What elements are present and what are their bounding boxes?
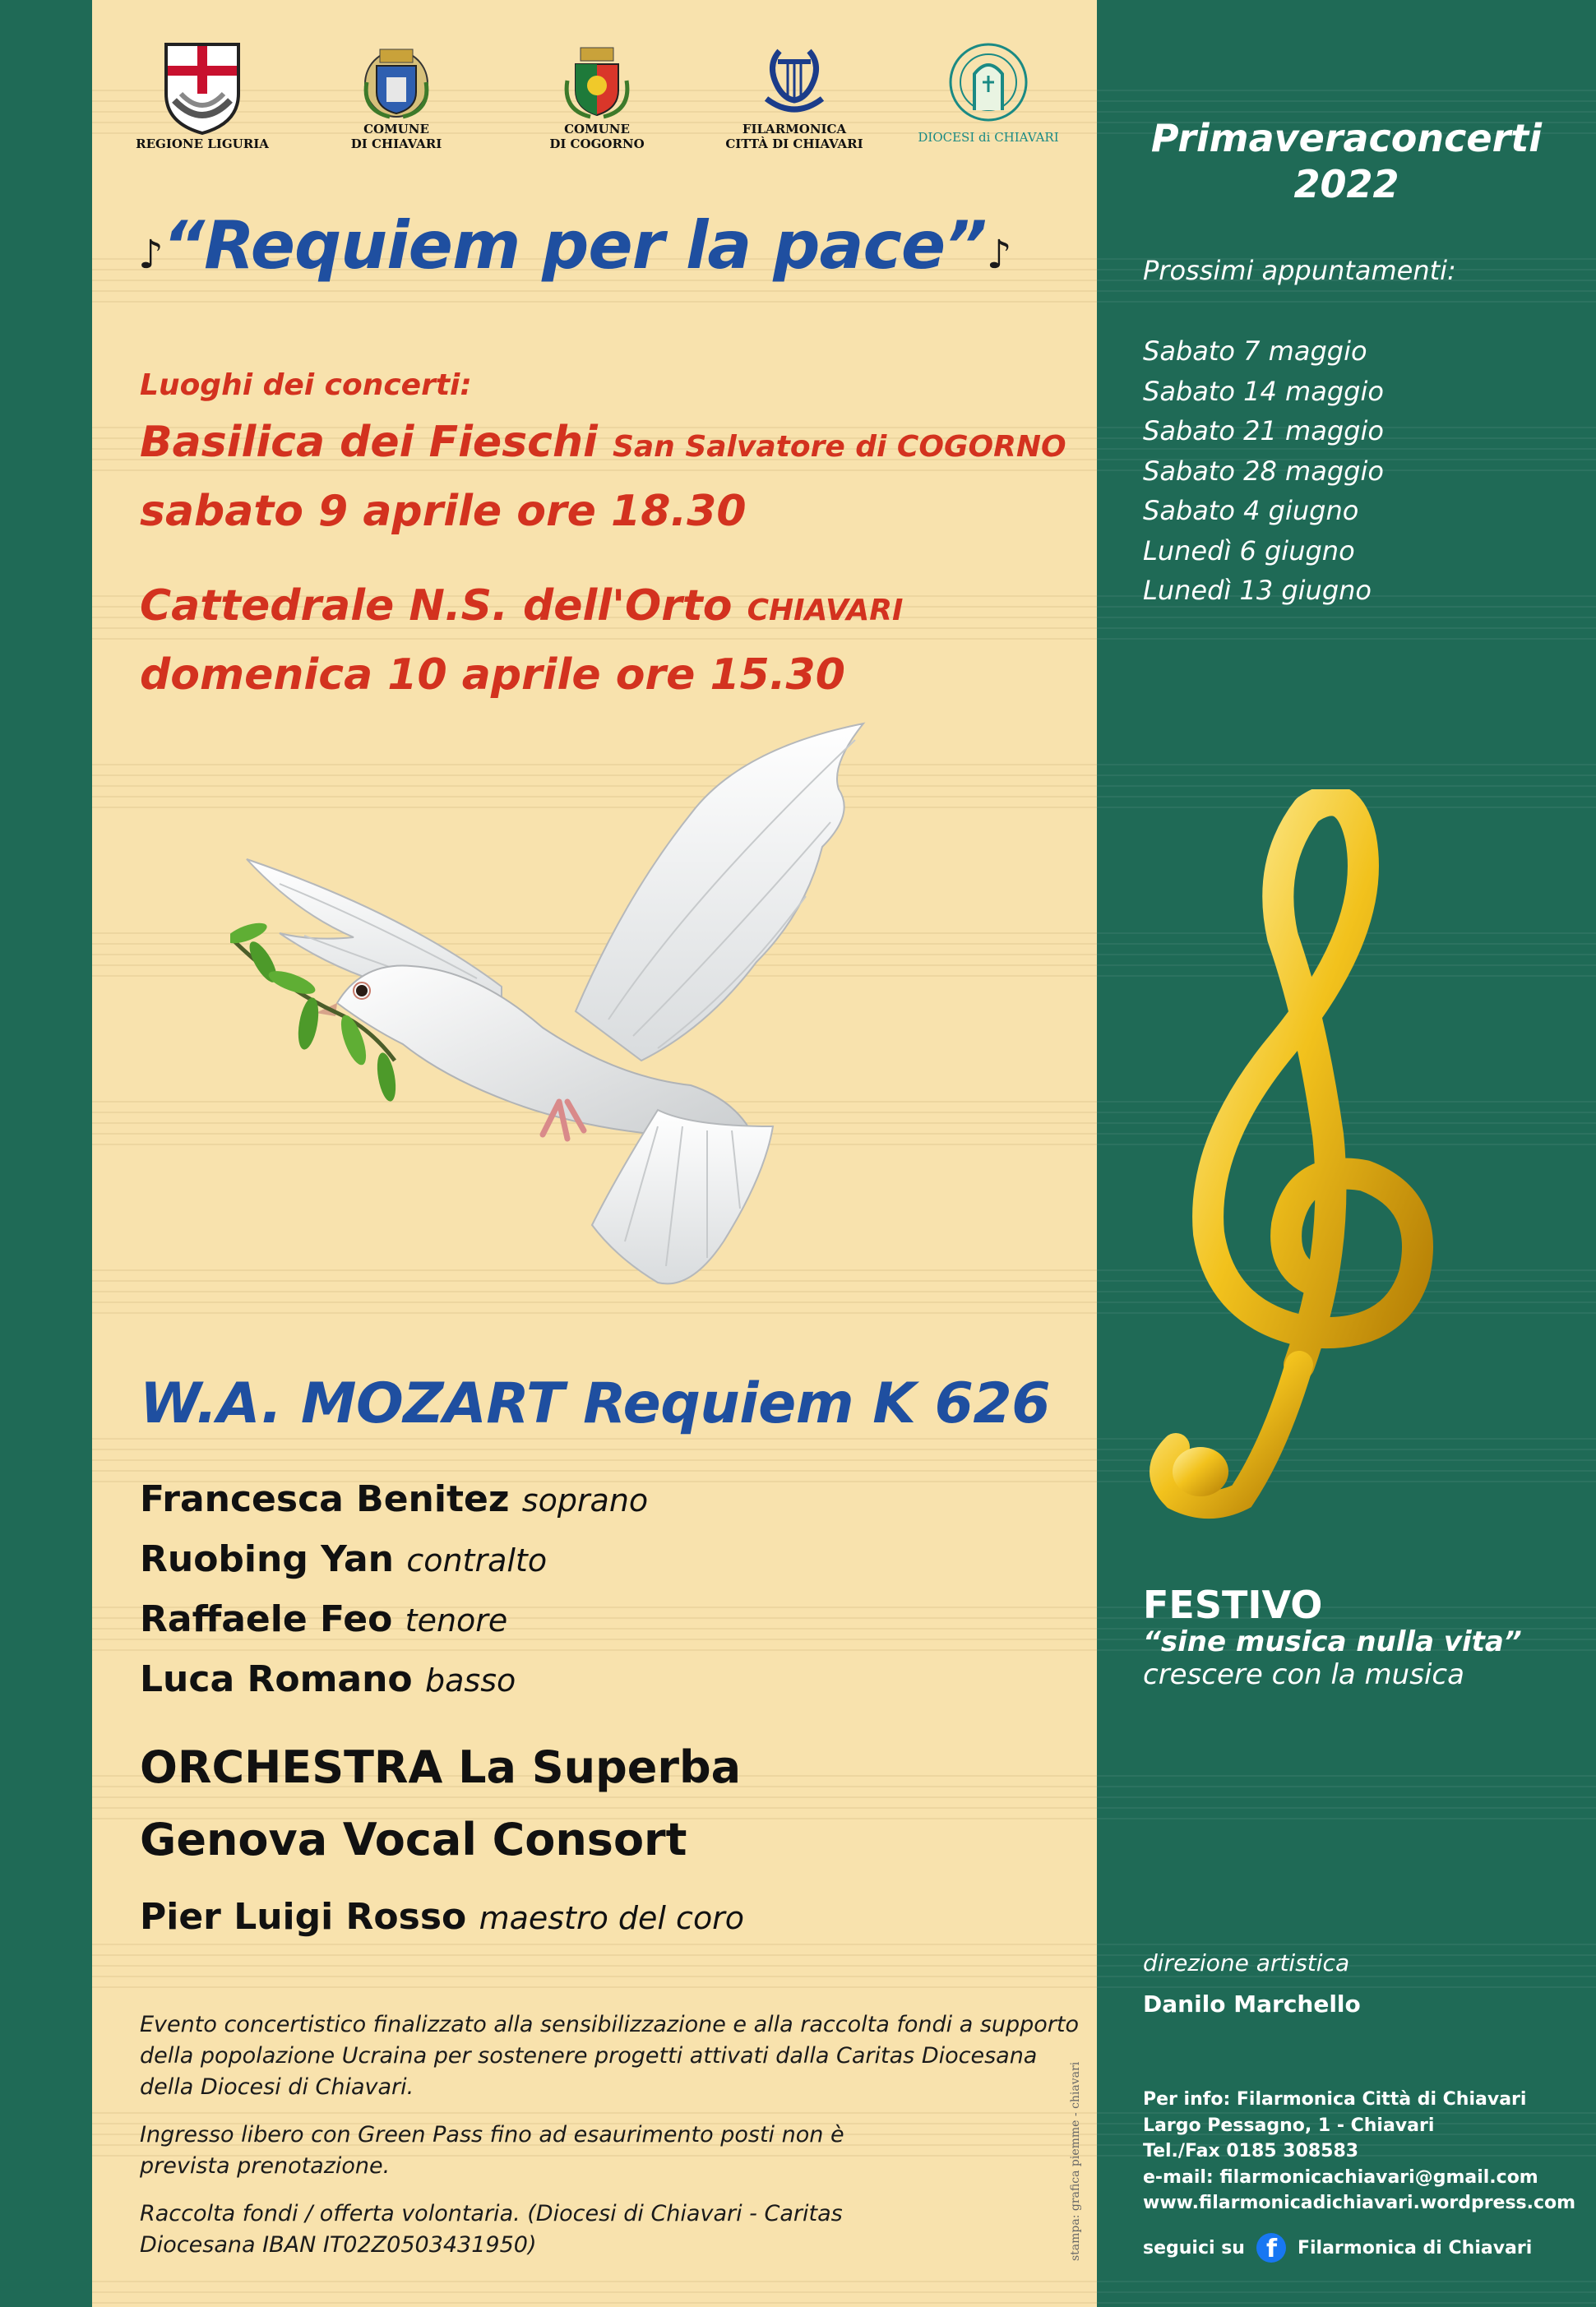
- venue-2: [140, 581, 903, 631]
- chorus-master: [140, 1896, 744, 1938]
- event-description: Evento concertistico finalizzato alla sensibilizzazione e alla raccolta fondi a supporto della popolazione Ucraina per sostenere progetti attivati dalla Caritas Diocesana della Diocesi di Chiavari.: [140, 2012, 1080, 2100]
- soloist-role: basso: [424, 1662, 516, 1699]
- treble-clef-icon: [1143, 789, 1538, 1529]
- venue-2-datetime: domenica 10 aprile ore 15.30: [140, 650, 845, 700]
- soloist-role: contralto: [406, 1542, 548, 1579]
- peace-dove-image: [230, 715, 970, 1324]
- print-credit: stampa: grafica piemme - chiavari: [1069, 2061, 1082, 2261]
- direction-label: direzione artistica: [1143, 1949, 1350, 1976]
- chorus-master-name: Pier Luigi Rosso: [140, 1896, 467, 1938]
- info-line: Per info: Filarmonica Città di Chiavari: [1143, 2089, 1527, 2110]
- sponsor-logos: [92, 41, 1097, 164]
- chorus-master-role: maestro del coro: [479, 1900, 745, 1936]
- series-year: 2022: [1293, 162, 1399, 206]
- logo-comune-chiavari: [322, 41, 470, 151]
- motto: “sine musica nulla vita”: [1143, 1625, 1522, 1658]
- logo-caption: FILARMONICA CITTÀ DI CHIAVARI: [725, 122, 863, 151]
- venue-place: San Salvatore di COGORNO: [612, 430, 1066, 464]
- list-item: Lunedì 13 giugno: [1143, 575, 1372, 606]
- comune-cogorno-crest-icon: [557, 41, 636, 120]
- soloist: [140, 1658, 516, 1700]
- contact-info: [1143, 2087, 1575, 2217]
- soloist-name: Luca Romano: [140, 1658, 413, 1700]
- concert-title: [138, 207, 1076, 284]
- soloist-role: tenore: [405, 1602, 508, 1639]
- next-dates-list: [1143, 331, 1384, 611]
- comune-chiavari-crest-icon: [357, 41, 436, 120]
- logo-caption: DIOCESI di CHIAVARI: [918, 130, 1059, 145]
- series-title: [1097, 115, 1596, 207]
- logo-regione-liguria: [128, 41, 276, 151]
- venue-1-datetime: sabato 9 aprile ore 18.30: [140, 487, 747, 536]
- facebook-page-link[interactable]: Filarmonica di Chiavari: [1297, 2237, 1533, 2258]
- director-name: Danilo Marchello: [1143, 1990, 1361, 2018]
- website-link[interactable]: www.filarmonicadichiavari.wordpress.com: [1143, 2193, 1576, 2213]
- artistic-direction: [1143, 1947, 1361, 2029]
- ensemble-choir: Genova Vocal Consort: [140, 1814, 687, 1865]
- list-item: Sabato 21 maggio: [1143, 415, 1384, 446]
- next-dates-label: Prossimi appuntamenti:: [1143, 255, 1456, 286]
- diocesi-chiavari-icon: [943, 41, 1034, 128]
- soloist: [140, 1538, 547, 1580]
- venue-1: [140, 418, 1066, 467]
- regione-liguria-shield-icon: [163, 41, 242, 135]
- logo-filarmonica: [720, 41, 868, 151]
- music-note-icon: ♪: [138, 232, 163, 278]
- email-link[interactable]: e-mail: filarmonicachiavari@gmail.com: [1143, 2166, 1538, 2188]
- ensemble-orchestra: ORCHESTRA La Superba: [140, 1741, 742, 1793]
- list-item: Sabato 7 maggio: [1143, 335, 1367, 367]
- logo-diocesi-chiavari: [914, 41, 1062, 145]
- venue-name: Basilica dei Fieschi: [140, 418, 598, 467]
- music-note-icon: ♪: [986, 232, 1011, 278]
- venue-place: CHIAVARI: [747, 594, 904, 627]
- facebook-icon[interactable]: f: [1256, 2233, 1286, 2263]
- soloist-role: soprano: [521, 1482, 649, 1519]
- series-name: Primaveraconcerti: [1150, 116, 1543, 160]
- soloist-name: Ruobing Yan: [140, 1538, 394, 1580]
- festivo-block: [1143, 1583, 1522, 1692]
- festivo-label: FESTIVO: [1143, 1583, 1323, 1627]
- logo-caption: REGIONE LIGURIA: [136, 136, 269, 151]
- logo-caption: COMUNE DI CHIAVARI: [350, 122, 442, 151]
- info-line: Largo Pessagno, 1 - Chiavari: [1143, 2115, 1435, 2136]
- fundraising-info: Raccolta fondi / offerta volontaria. (Diocesi di Chiavari - Caritas Diocesana IBAN IT02Z0503431950): [140, 2201, 843, 2258]
- entry-info: Ingresso libero con Green Pass fino ad esaurimento posti non è prevista prenotazione.: [140, 2122, 844, 2179]
- venues-label: Luoghi dei concerti:: [140, 368, 472, 402]
- filarmonica-lyre-icon: [755, 41, 834, 120]
- list-item: Sabato 28 maggio: [1143, 455, 1384, 487]
- phone: Tel./Fax 0185 308583: [1143, 2141, 1359, 2161]
- list-item: Sabato 4 giugno: [1143, 495, 1359, 526]
- social-follow: [1143, 2233, 1532, 2263]
- motto-sub: crescere con la musica: [1143, 1658, 1464, 1691]
- title-text: “Requiem per la pace”: [162, 207, 987, 284]
- soloist: [140, 1598, 507, 1640]
- list-item: Sabato 14 maggio: [1143, 375, 1384, 407]
- soloist-name: Raffaele Feo: [140, 1598, 393, 1640]
- logo-caption: COMUNE DI COGORNO: [549, 122, 645, 151]
- soloist: [140, 1478, 648, 1520]
- logo-comune-cogorno: [523, 41, 671, 151]
- list-item: Lunedì 6 giugno: [1143, 534, 1355, 566]
- composer-work: W.A. MOZART Requiem K 626: [140, 1371, 1051, 1436]
- soloist-name: Francesca Benitez: [140, 1478, 510, 1520]
- venue-name: Cattedrale N.S. dell'Orto: [140, 581, 733, 631]
- follow-label: seguici su: [1143, 2237, 1245, 2258]
